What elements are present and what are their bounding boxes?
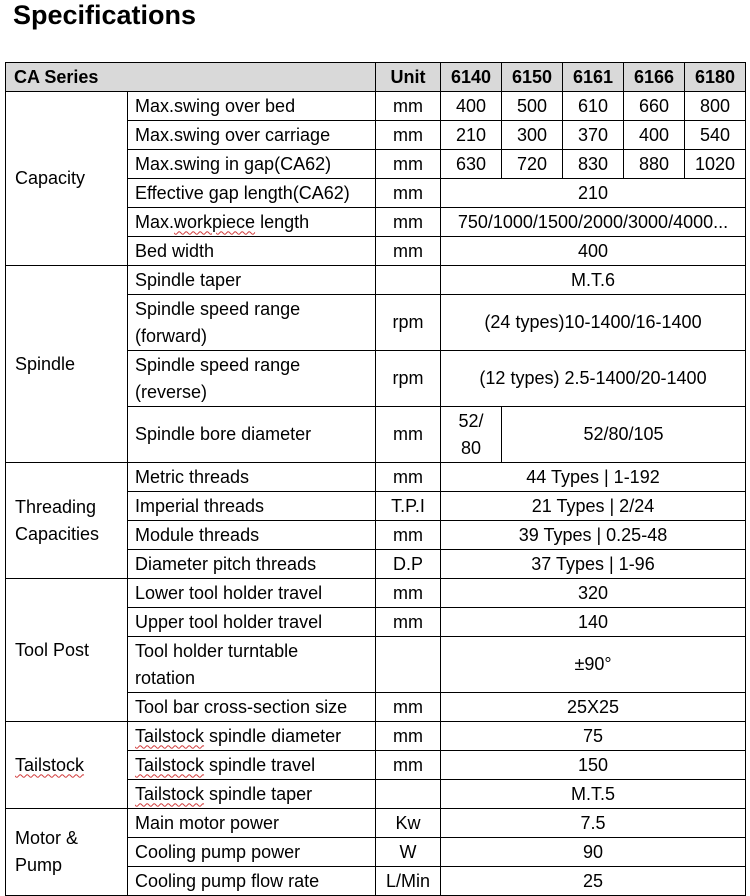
header-row bbox=[6, 63, 746, 92]
param-label bbox=[128, 780, 376, 809]
value-cell: 400 bbox=[441, 92, 502, 121]
value-cell: 44 Types | 1-192 bbox=[441, 463, 746, 492]
group-motor-pump bbox=[6, 809, 128, 896]
param-label: Effective gap length(CA62) bbox=[128, 179, 376, 208]
param-label: Cooling pump flow rate bbox=[128, 867, 376, 896]
param-label bbox=[128, 295, 376, 351]
value-cell: 39 Types | 0.25-48 bbox=[441, 521, 746, 550]
param-label: Tool bar cross-section size bbox=[128, 693, 376, 722]
param-label: Cooling pump power bbox=[128, 838, 376, 867]
table-row bbox=[6, 579, 746, 608]
value-cell: (12 types) 2.5-1400/20-1400 bbox=[441, 351, 746, 407]
value-cell: 37 Types | 1-96 bbox=[441, 550, 746, 579]
group-tailstock bbox=[6, 722, 128, 809]
value-cell: 320 bbox=[441, 579, 746, 608]
group-label-line: Pump bbox=[15, 855, 63, 875]
param-label: Imperial threads bbox=[128, 492, 376, 521]
unit-cell: mm bbox=[376, 179, 441, 208]
param-label bbox=[128, 208, 376, 237]
group-capacity: Capacity bbox=[6, 92, 128, 266]
param-label: Spindle bore diameter bbox=[128, 407, 376, 463]
specifications-table bbox=[5, 62, 746, 896]
param-label: Main motor power bbox=[128, 809, 376, 838]
param-label: Diameter pitch threads bbox=[128, 550, 376, 579]
label-suffix: spindle travel bbox=[204, 754, 316, 775]
param-label bbox=[128, 637, 376, 693]
param-label bbox=[128, 722, 376, 751]
value-cell: 400 bbox=[624, 121, 685, 150]
label-suffix: spindle taper bbox=[204, 783, 313, 804]
param-label: Upper tool holder travel bbox=[128, 608, 376, 637]
value-cell: 75 bbox=[441, 722, 746, 751]
unit-cell: W bbox=[376, 838, 441, 867]
unit-cell bbox=[376, 266, 441, 295]
param-label: Spindle taper bbox=[128, 266, 376, 295]
value-cell: 90 bbox=[441, 838, 746, 867]
spellcheck-marked-word: workpiece bbox=[174, 211, 256, 232]
param-label: Max.swing over bed bbox=[128, 92, 376, 121]
unit-cell: mm bbox=[376, 722, 441, 751]
label-line: (reverse) bbox=[135, 381, 208, 402]
value-line: 80 bbox=[460, 437, 482, 458]
label-line: (forward) bbox=[135, 325, 208, 346]
value-cell: 150 bbox=[441, 751, 746, 780]
unit-cell: mm bbox=[376, 579, 441, 608]
group-label-line: Motor & bbox=[15, 828, 79, 848]
param-label: Bed width bbox=[128, 237, 376, 266]
unit-cell: D.P bbox=[376, 550, 441, 579]
value-cell: 210 bbox=[441, 179, 746, 208]
spellcheck-marked-word: Tailstock bbox=[15, 754, 85, 775]
model-header: 6150 bbox=[502, 63, 563, 92]
label-prefix: Max. bbox=[135, 211, 175, 232]
spellcheck-marked-word: Tailstock bbox=[135, 725, 205, 746]
param-label bbox=[128, 751, 376, 780]
label-line: rotation bbox=[135, 667, 196, 688]
value-cell: 830 bbox=[563, 150, 624, 179]
page-title: Specifications bbox=[13, 0, 197, 30]
label-suffix: length bbox=[255, 211, 310, 232]
label-line: Spindle speed range bbox=[135, 354, 301, 375]
label-line: Tool holder turntable bbox=[135, 640, 299, 661]
param-label: Module threads bbox=[128, 521, 376, 550]
unit-cell: mm bbox=[376, 608, 441, 637]
param-label: Max.swing over carriage bbox=[128, 121, 376, 150]
unit-cell bbox=[376, 780, 441, 809]
spellcheck-marked-word: Tailstock bbox=[135, 783, 205, 804]
label-line: Spindle speed range bbox=[135, 298, 301, 319]
label-suffix: spindle diameter bbox=[204, 725, 342, 746]
value-cell: 21 Types | 2/24 bbox=[441, 492, 746, 521]
unit-cell: mm bbox=[376, 92, 441, 121]
value-cell: 300 bbox=[502, 121, 563, 150]
group-threading bbox=[6, 463, 128, 579]
value-cell: 540 bbox=[685, 121, 746, 150]
unit-cell: rpm bbox=[376, 295, 441, 351]
spellcheck-marked-word: Tailstock bbox=[135, 754, 205, 775]
table-row bbox=[6, 722, 746, 751]
value-cell bbox=[441, 407, 502, 463]
param-label: Metric threads bbox=[128, 463, 376, 492]
table-row bbox=[6, 266, 746, 295]
unit-cell: mm bbox=[376, 150, 441, 179]
model-header: 6161 bbox=[563, 63, 624, 92]
value-cell: 800 bbox=[685, 92, 746, 121]
value-cell: 370 bbox=[563, 121, 624, 150]
param-label bbox=[128, 351, 376, 407]
table-row bbox=[6, 463, 746, 492]
unit-cell bbox=[376, 637, 441, 693]
value-cell: 610 bbox=[563, 92, 624, 121]
value-cell: M.T.5 bbox=[441, 780, 746, 809]
unit-cell: mm bbox=[376, 463, 441, 492]
model-header: 6166 bbox=[624, 63, 685, 92]
unit-cell: mm bbox=[376, 751, 441, 780]
group-label-line: Capacities bbox=[15, 523, 100, 544]
value-cell: 660 bbox=[624, 92, 685, 121]
param-label: Lower tool holder travel bbox=[128, 579, 376, 608]
group-tool-post: Tool Post bbox=[6, 579, 128, 722]
param-label: Max.swing in gap(CA62) bbox=[128, 150, 376, 179]
unit-cell: mm bbox=[376, 407, 441, 463]
unit-cell: Kw bbox=[376, 809, 441, 838]
value-cell: 25 bbox=[441, 867, 746, 896]
unit-cell: mm bbox=[376, 237, 441, 266]
unit-cell: L/Min bbox=[376, 867, 441, 896]
group-spindle: Spindle bbox=[6, 266, 128, 463]
series-header: CA Series bbox=[6, 63, 376, 92]
table-row bbox=[6, 809, 746, 838]
value-cell: 750/1000/1500/2000/3000/4000... bbox=[441, 208, 746, 237]
unit-cell: rpm bbox=[376, 351, 441, 407]
value-cell: 52/80/105 bbox=[502, 407, 746, 463]
value-cell: 630 bbox=[441, 150, 502, 179]
value-line: 52/ bbox=[458, 410, 484, 431]
value-cell: M.T.6 bbox=[441, 266, 746, 295]
model-header: 6140 bbox=[441, 63, 502, 92]
value-cell: 7.5 bbox=[441, 809, 746, 838]
unit-cell: mm bbox=[376, 208, 441, 237]
group-label-line: Threading bbox=[15, 496, 97, 517]
table-row bbox=[6, 92, 746, 121]
unit-header: Unit bbox=[376, 63, 441, 92]
model-header: 6180 bbox=[685, 63, 746, 92]
value-cell: 210 bbox=[441, 121, 502, 150]
unit-cell: T.P.I bbox=[376, 492, 441, 521]
unit-cell: mm bbox=[376, 521, 441, 550]
value-cell: 25X25 bbox=[441, 693, 746, 722]
unit-cell: mm bbox=[376, 693, 441, 722]
value-cell: 1020 bbox=[685, 150, 746, 179]
value-cell: 400 bbox=[441, 237, 746, 266]
value-cell: 500 bbox=[502, 92, 563, 121]
unit-cell: mm bbox=[376, 121, 441, 150]
value-cell: 720 bbox=[502, 150, 563, 179]
value-cell: ±90° bbox=[441, 637, 746, 693]
value-cell: (24 types)10-1400/16-1400 bbox=[441, 295, 746, 351]
value-cell: 140 bbox=[441, 608, 746, 637]
value-cell: 880 bbox=[624, 150, 685, 179]
